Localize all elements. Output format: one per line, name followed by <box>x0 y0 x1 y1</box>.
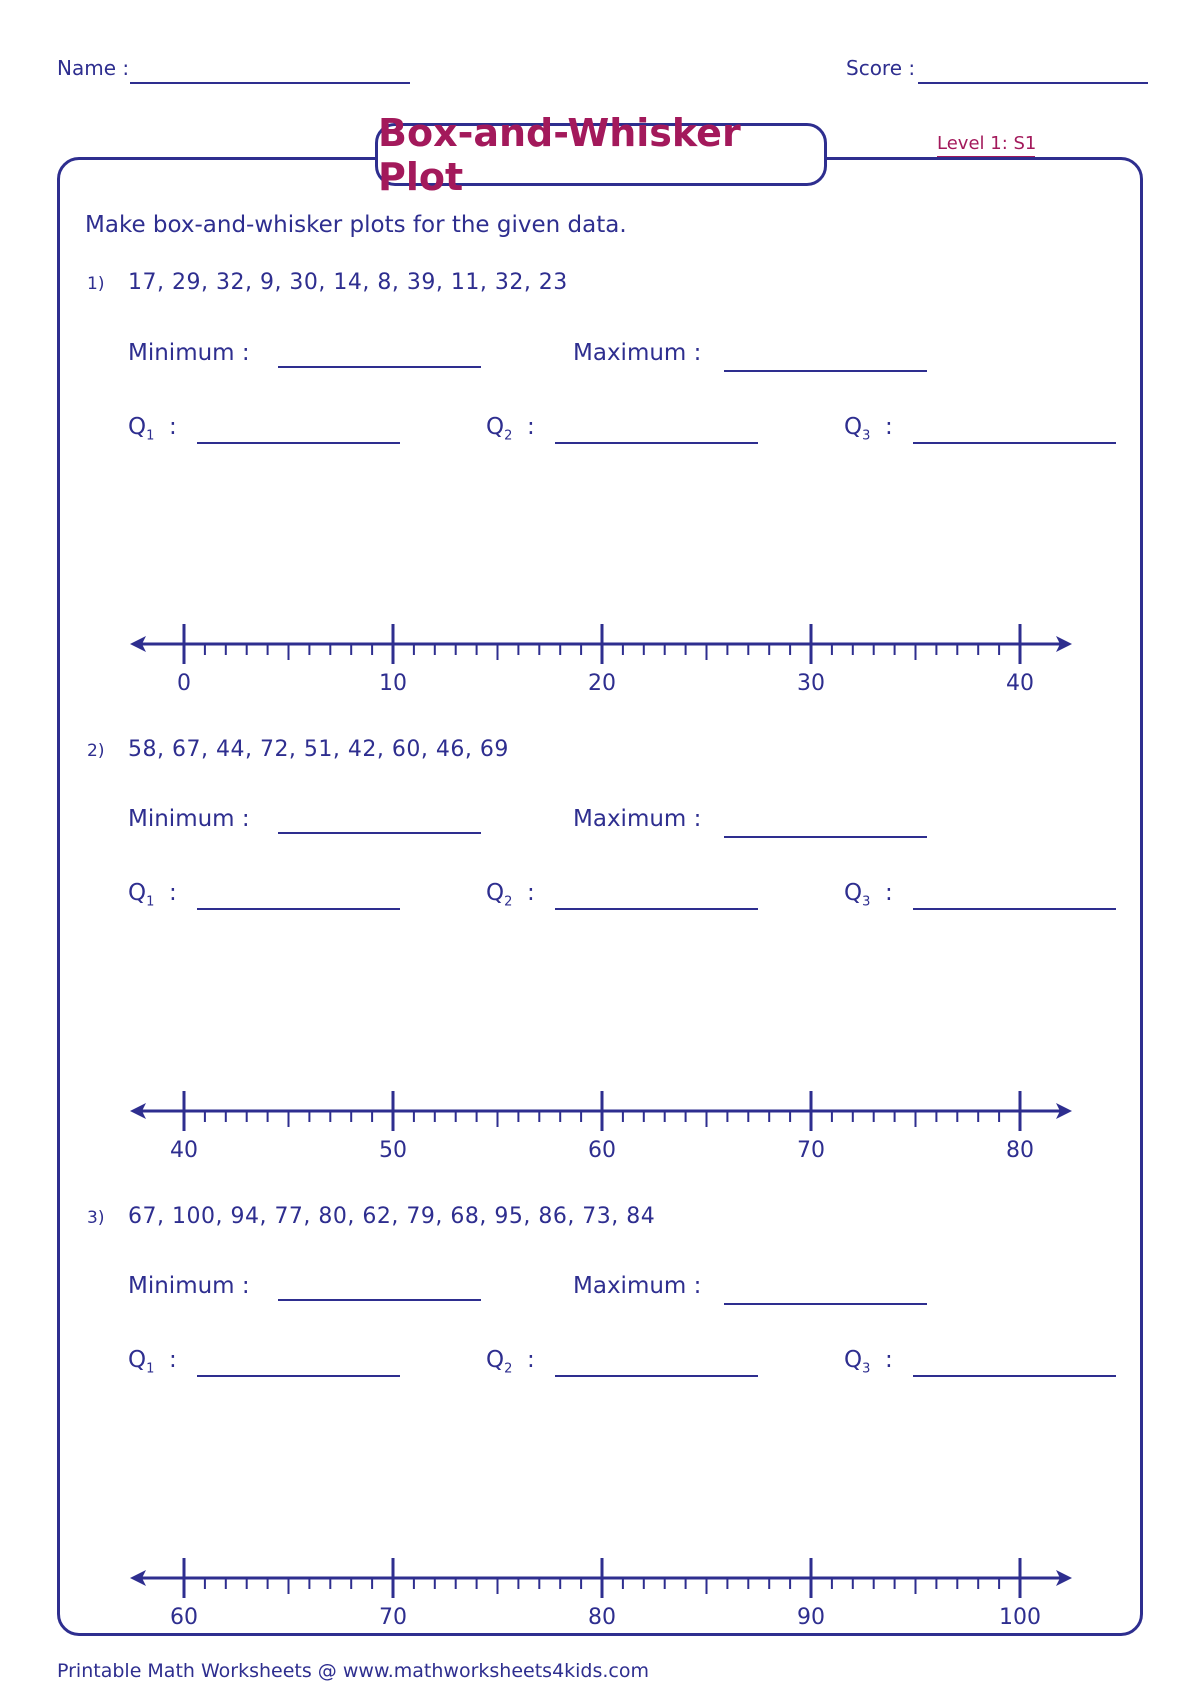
maximum-label: Maximum : <box>573 806 702 832</box>
instructions: Make box-and-whisker plots for the given data. <box>85 212 627 238</box>
minimum-label: Minimum : <box>128 806 250 832</box>
footer-prefix: Printable Math Worksheets @ <box>57 1660 343 1682</box>
q2-answer-field[interactable] <box>555 1375 758 1377</box>
tick-label: 30 <box>797 671 825 696</box>
maximum-answer-field[interactable] <box>724 1303 927 1305</box>
number-line <box>120 612 1080 696</box>
minimum-answer-field[interactable] <box>278 832 481 834</box>
q1-answer-field[interactable] <box>197 1375 400 1377</box>
worksheet-frame <box>57 157 1143 1636</box>
tick-label: 80 <box>588 1605 616 1630</box>
q1-label: $Q_1$ : <box>128 1347 177 1377</box>
maximum-answer-field[interactable] <box>724 370 927 372</box>
footer <box>57 1660 649 1682</box>
tick-label: 10 <box>379 671 407 696</box>
q3-label: $Q_3$ : <box>844 880 893 910</box>
tick-label: 80 <box>1006 1138 1034 1163</box>
minimum-answer-field[interactable] <box>278 1299 481 1301</box>
q2-label: $Q_2$ : <box>486 1347 535 1377</box>
problem-data: 58, 67, 44, 72, 51, 42, 60, 46, 69 <box>128 737 509 762</box>
problem-number: 2) <box>87 741 105 761</box>
worksheet-title: Box-and-Whisker Plot <box>375 123 827 186</box>
level-underline <box>937 156 1035 157</box>
q1-answer-field[interactable] <box>197 442 400 444</box>
footer-url[interactable]: www.mathworksheets4kids.com <box>342 1660 650 1682</box>
tick-label: 60 <box>170 1605 198 1630</box>
q2-answer-field[interactable] <box>555 908 758 910</box>
q3-answer-field[interactable] <box>913 908 1116 910</box>
q2-answer-field[interactable] <box>555 442 758 444</box>
tick-label: 50 <box>379 1138 407 1163</box>
minimum-label: Minimum : <box>128 1273 250 1299</box>
number-line <box>120 1546 1080 1630</box>
tick-label: 0 <box>177 671 191 696</box>
q2-label: $Q_2$ : <box>486 414 535 444</box>
tick-label: 40 <box>170 1138 198 1163</box>
score-label: Score : <box>846 56 916 80</box>
problem-number: 3) <box>87 1208 105 1228</box>
q1-label: $Q_1$ : <box>128 880 177 910</box>
tick-label: 100 <box>999 1605 1041 1630</box>
minimum-answer-field[interactable] <box>278 366 481 368</box>
level-label: Level 1: S1 <box>937 133 1037 154</box>
q3-answer-field[interactable] <box>913 1375 1116 1377</box>
q1-label: $Q_1$ : <box>128 414 177 444</box>
q3-label: $Q_3$ : <box>844 1347 893 1377</box>
minimum-label: Minimum : <box>128 340 250 366</box>
tick-label: 40 <box>1006 671 1034 696</box>
q2-label: $Q_2$ : <box>486 880 535 910</box>
score-field[interactable] <box>918 82 1148 84</box>
q1-answer-field[interactable] <box>197 908 400 910</box>
q3-label: $Q_3$ : <box>844 414 893 444</box>
number-line <box>120 1079 1080 1163</box>
name-field[interactable] <box>130 82 410 84</box>
tick-label: 70 <box>379 1605 407 1630</box>
name-label: Name : <box>57 56 130 80</box>
tick-label: 90 <box>797 1605 825 1630</box>
tick-label: 60 <box>588 1138 616 1163</box>
problem-number: 1) <box>87 274 105 294</box>
maximum-answer-field[interactable] <box>724 836 927 838</box>
problem-data: 67, 100, 94, 77, 80, 62, 79, 68, 95, 86, 73, 84 <box>128 1204 656 1229</box>
tick-label: 70 <box>797 1138 825 1163</box>
maximum-label: Maximum : <box>573 1273 702 1299</box>
maximum-label: Maximum : <box>573 340 702 366</box>
problem-data: 17, 29, 32, 9, 30, 14, 8, 39, 11, 32, 23 <box>128 270 568 295</box>
q3-answer-field[interactable] <box>913 442 1116 444</box>
tick-label: 20 <box>588 671 616 696</box>
